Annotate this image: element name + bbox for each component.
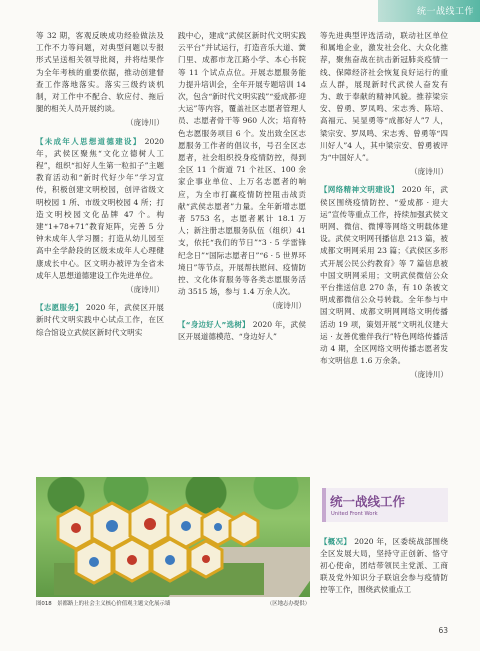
- culture-wall-photo: [36, 477, 310, 597]
- text-column-1: [36, 30, 164, 339]
- photo-caption: [36, 599, 310, 609]
- figure-label: 图018 景都路上的社会主义核心价值观主题文化展示墙: [36, 601, 171, 607]
- section-heading: 【概况】: [320, 536, 352, 546]
- paragraph: [320, 184, 448, 367]
- text-column-3-bottom: [320, 528, 448, 604]
- paragraph: [320, 536, 448, 597]
- section-heading: 【未成年人思想道德建设】: [36, 136, 142, 146]
- hexagon-display-wall: [54, 499, 264, 595]
- author-credit: （庞诗川）: [126, 118, 164, 128]
- author-credit: （庞诗川）: [268, 301, 306, 311]
- author-credit: （庞诗川）: [410, 167, 448, 177]
- paragraph-text: 2020 年，武侯区围绕疫情防控、“爱成都 · 迎大运”宣传等重点工作，持续加强武侯文明网、微信、微博等网络文明载体建设。武侯文明网刊播信息 213 篇，被成都文明网采用 23 篇；《武侯区多形式开展公民公约教育》等 7 篇信息被中国文明网采用；文明武侯微信公众平台推送信息 270 条，有 10 条被文明成都微信公众号转载。全年参与中国文明网、成都文明网网络文明传播活动 19 项，策划开展“文明礼仪建大运 · 友善优雅伴我行”特色网络传播活动 4 期，全区网络文明传播志愿者发布文明信息 1.6 万余条。: [320, 185, 448, 366]
- section-banner-title: 统一战线工作: [330, 494, 406, 509]
- photo-credit: （区地志办提供）: [266, 601, 310, 607]
- section-heading: 【志愿服务】: [36, 303, 83, 313]
- section-banner-subtitle: United Front Work: [331, 511, 378, 517]
- author-credit: （庞诗川）: [410, 370, 448, 380]
- paragraph-text: 2020 年，区委统战部围绕全区发展大局，坚持守正创新、恪守初心使命，团结带领民主党派、工商联及党外知识分子联谊会参与疫情防控等工作，围绕武侯重点工: [320, 536, 448, 595]
- paragraph: 践中心，建成“武侯区新时代文明实践云平台”并试运行，打造音乐大道、黉门里、成都市龙江路小学、本心书院等 11 个试点点位。开展志愿服务能力提升培训会，全年开展专题培训 14 次，包含“新时代文明实践”“爱成都·迎大运”等内容，覆盖社区志愿者管理人员、志愿者骨干等 960 人次；培育特色志愿服务项目 6 个。发出致全区志愿服务工作者的倡议书，号召全区志愿者，社会组织投身疫情防控，得到全区 11 个街道 71 个社区、100 余家企事业单位、上万名志愿者的响应，为全市打赢疫情防控阻击战贡献“武侯志愿者”力量。全年新增志愿者 5753 名，志愿者累计 18.1 万人；新注册志愿服务队伍（组织）41 支，依托“我们的节日”“3 · 5 学雷锋纪念日”“国际志愿者日”“6 · 5 世界环境日”等节点，开展帮扶慰问、疫情防控、文化体育服务等各类志愿服务活动 3515 场，参与 1.4 万余人次。: [178, 31, 306, 297]
- running-header-title: 统一战线工作: [416, 7, 474, 17]
- paragraph: [36, 302, 164, 339]
- text-column-2: [178, 30, 306, 343]
- section-heading: 【网络精神文明建设】: [320, 185, 399, 195]
- section-heading: 【“身边好人”选树】: [178, 319, 250, 329]
- paragraph-text: 2020 年，武侯区聚焦“文化立德树人工程”，组织“扣好人生第一粒扣子”主题教育活动和“新时代好少年”学习宣传，积极创建文明校园，创评省级文明校园 1 所、市级文明校园 4 所；打造文明校园文化品牌 47 个。构建“1+78+71”教育矩阵，完善 5 分钟未成年人学习圈；打造从幼儿园至高中全学龄段的区级未成年人心理健康成长中心。区文明办被评为全省未成年人思想道德建设工作先进单位。: [36, 136, 164, 280]
- paragraph: [178, 319, 306, 343]
- section-banner-accent: [322, 488, 326, 522]
- paragraph: 等 32 期，客观反映成功经验做法及工作不力等问题，对典型问题以专报形式呈送相关领导批阅，并将结果作为全年考核的重要依据，推动创建督查工作落地落实。落实三级约谈机制，对工作中不配合、软应付、拖后腿的相关人员开展约谈。: [36, 31, 164, 114]
- paragraph: 等先进典型评选活动，联动社区单位和属地企业，激发社会化、大众化推荐，聚焦奋战在抗击新冠肺炎疫情一线、保障经济社会恢复良好运行的重点人群，展现新时代武侯人奋发有为、敢于奉献的精神风貌。推荐梁宗安、曾勇、罗凤鸣、宋志秀、陈培、高福元、吴显勇等“成都好人”7 人，梁宗安、罗凤鸣、宋志秀、曾勇等“四川好人”4 人，其中梁宗安、曾勇被评为“中国好人”。: [320, 31, 448, 163]
- text-column-3: [320, 30, 448, 388]
- paragraph-text: 2020 年，武侯区开展新时代文明实践中心试点工作，在区综合馆设立武侯区新时代文明实: [36, 303, 164, 337]
- page-number: 63: [438, 626, 448, 635]
- author-credit: （庞诗川）: [126, 285, 164, 295]
- paragraph: [36, 136, 164, 282]
- paragraph-text: 2020 年，武侯区开展道德模范、“身边好人”: [178, 319, 307, 341]
